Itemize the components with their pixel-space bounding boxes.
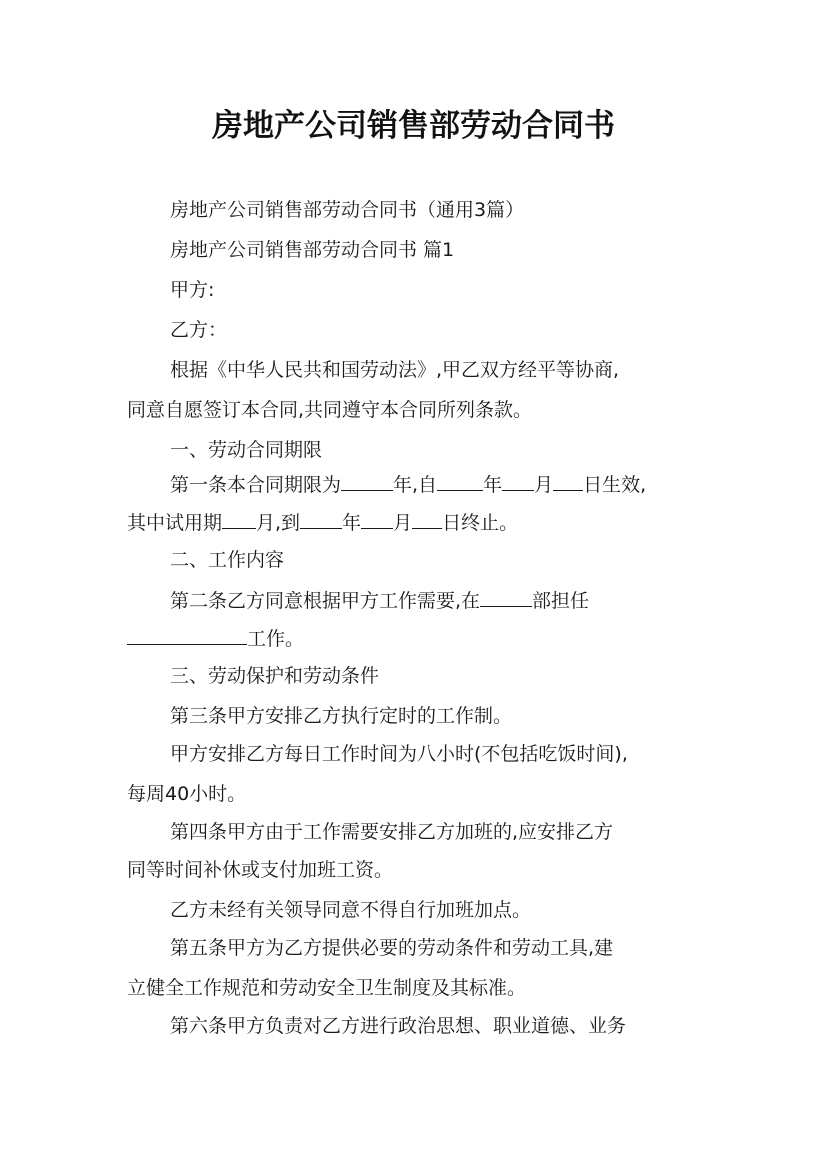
clause-heading-line: 二、工作内容 [170,549,285,571]
fill-blank [502,472,534,491]
paragraph-line: 每周40小时。 [127,783,247,805]
text-segment: 日终止。 [442,512,519,534]
paragraph-line: 第五条甲方为乙方提供必要的劳动条件和劳动工具,建 [170,937,614,959]
paragraph-line-with-blanks [127,510,707,535]
fill-blank [480,588,532,607]
fill-blank [437,472,483,491]
document-title: 房地产公司销售部劳动合同书 [212,108,615,144]
text-segment: 第二条乙方同意根据甲方工作需要,在 [170,590,481,612]
paragraph-line: 同意自愿签订本合同,共同遵守本合同所列条款。 [127,399,533,421]
fill-blank [341,472,393,491]
text-segment: 第一条本合同期限为 [170,474,342,496]
text-segment: 部担任 [532,590,590,612]
fill-blank [222,510,256,529]
paragraph-line: 第六条甲方负责对乙方进行政治思想、职业道德、业务 [170,1015,627,1037]
fill-blank [127,626,247,645]
fill-blank [300,510,342,529]
paragraph-line: 立健全工作规范和劳动安全卫生制度及其标准。 [127,977,527,999]
paragraph-line: 甲方安排乙方每日工作时间为八小时(不包括吃饭时间), [170,743,628,765]
text-segment: 月 [393,512,413,534]
paragraph-line: 乙方未经有关领导同意不得自行加班加点。 [170,899,532,921]
paragraph-line: 同等时间补休或支付加班工资。 [127,859,394,881]
text-segment: 年 [342,512,362,534]
paragraph-line-with-blanks [170,472,710,497]
paragraph-line: 第三条甲方安排乙方执行定时的工作制。 [170,705,513,727]
text-segment: 日生效, [583,474,647,496]
fill-blank [361,510,393,529]
paragraph-line-with-blanks [170,588,710,613]
text-segment: 年 [483,474,503,496]
party-b-line: 乙方： [170,319,228,341]
subtitle-line: 房地产公司销售部劳动合同书（通用3篇） [170,199,525,221]
party-a-line: 甲方: [170,279,215,301]
text-segment: 月,到 [256,512,301,534]
clause-heading-line: 一、劳动合同期限 [170,439,323,461]
text-segment: 其中试用期 [127,512,223,534]
text-segment: 工作。 [247,628,305,650]
fill-blank [412,510,442,529]
text-segment: 年,自 [393,474,438,496]
paragraph-line-with-blanks [127,626,707,651]
paragraph-line: 根据《中华人民共和国劳动法》,甲乙双方经平等协商, [170,359,620,381]
clause-heading-line: 三、劳动保护和劳动条件 [170,665,380,687]
text-segment: 月 [534,474,554,496]
section-heading-line: 房地产公司销售部劳动合同书 篇1 [170,239,455,261]
paragraph-line: 第四条甲方由于工作需要安排乙方加班的,应安排乙方 [170,821,614,843]
fill-blank [553,472,583,491]
